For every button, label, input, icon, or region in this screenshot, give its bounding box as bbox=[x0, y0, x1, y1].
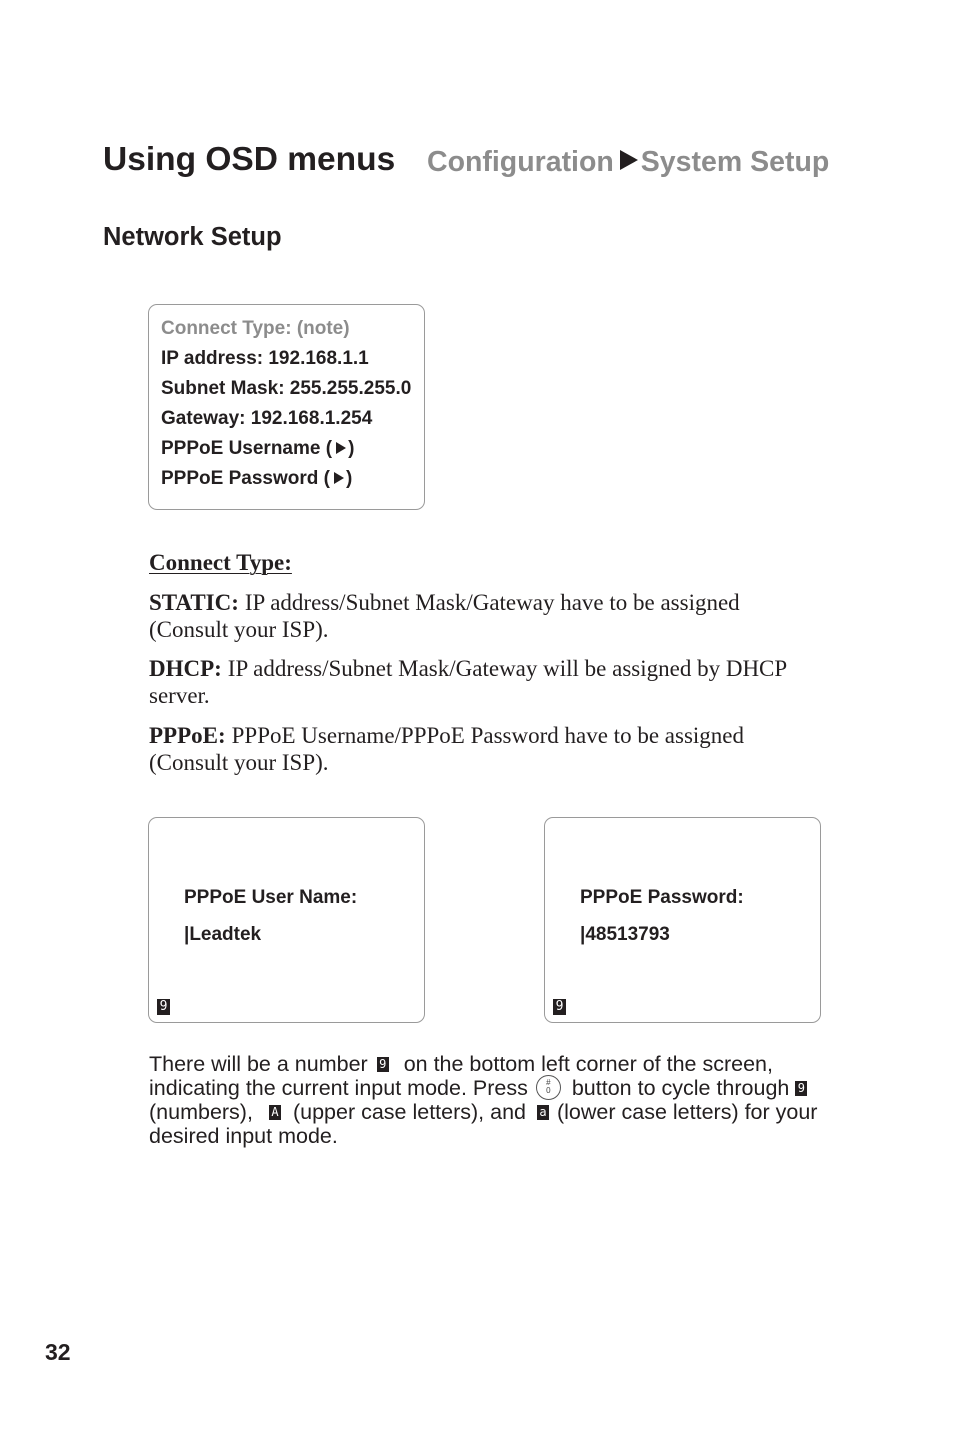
input-mode-note bbox=[149, 1052, 817, 1148]
note-line bbox=[149, 1124, 817, 1148]
definition-text: (Consult your ISP). bbox=[149, 750, 329, 775]
upper-case-mode-icon: A bbox=[269, 1105, 281, 1120]
input-mode-indicator-icon: 9 bbox=[157, 999, 170, 1015]
osd-item-close: ) bbox=[348, 438, 355, 459]
username-value: |Leadtek bbox=[184, 924, 262, 945]
definition-line bbox=[149, 682, 787, 709]
definition-line bbox=[149, 722, 744, 749]
note-text: button to cycle through bbox=[571, 1076, 790, 1100]
osd-username-screen bbox=[148, 817, 425, 1023]
note-line bbox=[149, 1100, 817, 1124]
hash-zero-key-icon bbox=[536, 1075, 561, 1100]
osd-password-screen bbox=[544, 817, 821, 1023]
term-label: PPPoE: bbox=[149, 723, 226, 748]
connect-type-dhcp bbox=[149, 655, 787, 709]
note-line bbox=[149, 1052, 817, 1076]
password-value: |48513793 bbox=[580, 924, 670, 945]
term-label: STATIC: bbox=[149, 590, 239, 615]
definition-text: PPPoE Username/PPPoE Password have to be assigned bbox=[231, 723, 744, 748]
numbers-mode-icon: 9 bbox=[377, 1057, 389, 1072]
definition-line bbox=[149, 749, 744, 776]
breadcrumb bbox=[427, 142, 829, 182]
osd-item-label: PPPoE Username ( bbox=[161, 438, 333, 459]
osd-menu-list bbox=[161, 314, 411, 494]
username-label: PPPoE User Name: bbox=[184, 887, 358, 908]
note-line bbox=[149, 1076, 817, 1100]
note-text: desired input mode. bbox=[149, 1124, 338, 1148]
definition-text: (Consult your ISP). bbox=[149, 617, 329, 642]
osd-item-gateway: Gateway: 192.168.1.254 bbox=[161, 408, 373, 429]
note-text: on the bottom left corner of the screen, bbox=[403, 1052, 773, 1076]
definition-text: server. bbox=[149, 683, 210, 708]
osd-item-close: ) bbox=[345, 468, 353, 489]
right-triangle-icon bbox=[334, 472, 344, 484]
osd-item-ip-address: IP address: 192.168.1.1 bbox=[161, 348, 369, 369]
key-symbol-bottom: 0 bbox=[546, 1086, 551, 1096]
connect-type-pppoe bbox=[149, 722, 744, 776]
note-text: indicating the current input mode. Press bbox=[149, 1076, 528, 1100]
password-label: PPPoE Password: bbox=[580, 887, 744, 908]
connect-type-heading: Connect Type: bbox=[149, 550, 292, 575]
breadcrumb-subsection: System Setup bbox=[640, 146, 830, 178]
osd-item-pppoe-username bbox=[161, 434, 411, 464]
note-text: There will be a number bbox=[149, 1052, 368, 1076]
note-text: (upper case letters), and bbox=[292, 1100, 526, 1124]
numbers-mode-icon: 9 bbox=[795, 1081, 807, 1096]
definition-line bbox=[149, 655, 787, 682]
osd-item-label: PPPoE Password ( bbox=[161, 468, 330, 489]
section-title: Network Setup bbox=[103, 223, 282, 251]
osd-item-connect-type: Connect Type: (note) bbox=[161, 318, 350, 339]
osd-item-subnet-mask: Subnet Mask: 255.255.255.0 bbox=[161, 378, 412, 399]
osd-item-pppoe-password bbox=[161, 464, 411, 494]
key-symbol-top: # bbox=[546, 1078, 551, 1088]
note-text: (lower case letters) for your bbox=[557, 1100, 818, 1124]
lower-case-mode-icon: a bbox=[537, 1105, 549, 1120]
note-text: (numbers), bbox=[149, 1100, 253, 1124]
definition-text: IP address/Subnet Mask/Gateway have to be assigned bbox=[244, 590, 740, 615]
input-mode-indicator-icon: 9 bbox=[553, 999, 566, 1015]
right-triangle-icon bbox=[336, 442, 346, 454]
breadcrumb-section: Configuration bbox=[427, 146, 614, 178]
term-label: DHCP: bbox=[149, 656, 222, 681]
connect-type-static bbox=[149, 589, 740, 643]
page-number: 32 bbox=[45, 1339, 71, 1365]
osd-network-menu bbox=[148, 304, 425, 510]
definition-text: IP address/Subnet Mask/Gateway will be assigned by DHCP bbox=[227, 656, 788, 681]
definition-line bbox=[149, 589, 740, 616]
right-triangle-icon bbox=[620, 150, 638, 170]
definition-line bbox=[149, 616, 740, 643]
page-title: Using OSD menus bbox=[103, 141, 396, 178]
